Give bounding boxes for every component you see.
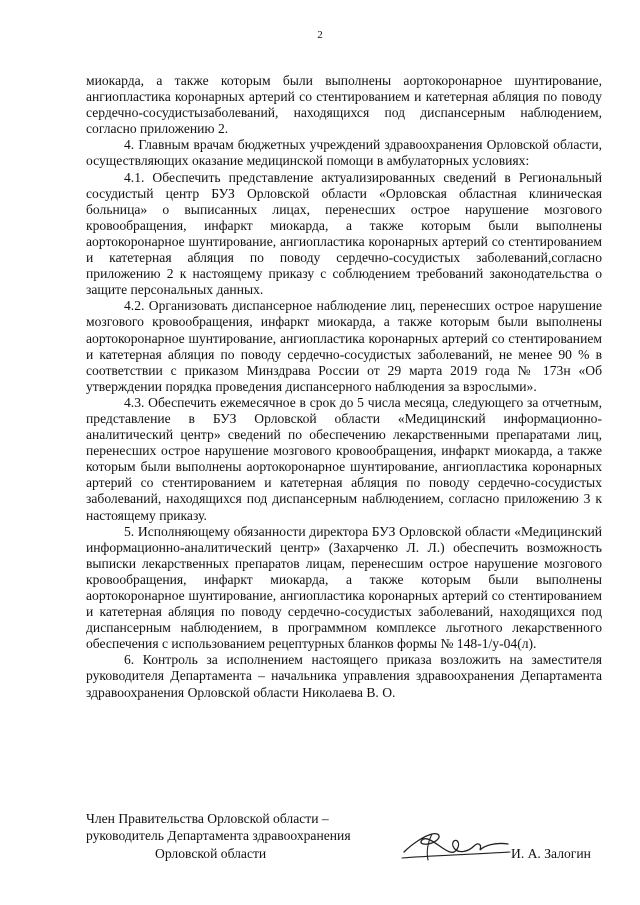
paragraph-item-4: 4. Главным врачам бюджетных учреждений здравоохранения Орловской области, осуществляющих оказание медицинской помощи в амбулаторных условиях: [86,137,602,169]
paragraph-item-5: 5. Исполняющему обязанности директора БУЗ Орловской области «Медицинский информационно-аналитический центр» (Захарченко Л. Л.) обеспечить возможность выписки лекарственных препаратов лицам, перенесшим острое нарушение мозгового кровообращения, инфаркт миокарда, а также которым были выполнены аортокоронарное шунтирование, ангиопластика коронарных артерий со стентированием и катетерная абляция по поводу сердечно-сосудистых заболеваний, находящихся под диспансерным наблюдением, в программном комплексе льготного лекарственного обеспечения с использованием рецептурных бланков формы № 148-1/у-04(л). [86,523,602,652]
signature-block [0,810,640,870]
paragraph-item-4-1: 4.1. Обеспечить представление актуализированных сведений в Региональный сосудистый центр БУЗ Орловской области «Орловская областная клиническая больница» о выписанных лицах, перенесших острое нарушение мозгового кровообращения, инфаркт миокарда, а также которым были выполнены аортокоронарное шунтирование, ангиопластика коронарных артерий со стентированием и катетерная абляция по поводу сердечно-сосудистых заболеваний,согласно приложению 2 к настоящему приказу с соблюдением требований законодательства о защите персональных данных. [86,169,602,298]
paragraph-item-6: 6. Контроль за исполнением настоящего приказа возложить на заместителя руководителя Департамента – начальника управления здравоохранения Департамента здравоохранения Орловской области Николаева В. О. [86,652,602,700]
handwritten-signature [398,822,516,870]
paragraph-continuation: миокарда, а также которым были выполнены аортокоронарное шунтирование, ангиопластика коронарных артерий со стентированием и катетерная абляция по поводу сердечно-сосудистызаболеваний, находящихся под диспансерным наблюдением, согласно приложению 2. [86,73,602,137]
paragraph-item-4-2: 4.2. Организовать диспансерное наблюдение лиц, перенесших острое нарушение мозгового кровообращения, инфаркт миокарда, а также которым были выполнены аортокоронарное шунтирование, ангиопластика коронарных артерий со стентированием и катетерная абляция по поводу сердечно-сосудистых заболеваний, не менее 90 % в соответствии с приказом Минздрава России от 29 марта 2019 года № 173н «Об утверждении порядка проведения диспансерного наблюдения за взрослыми». [86,298,602,394]
signatory-position-line-3: Орловской области [155,846,267,861]
signatory-name: И. А. Залогин [511,846,591,861]
signatory-position-line-1: Член Правительства Орловской области – [86,811,329,826]
signatory-position-line-2: руководитель Департамента здравоохранения [86,828,351,843]
page-number: 2 [317,29,323,41]
document-body [86,73,602,701]
paragraph-item-4-3: 4.3. Обеспечить ежемесячное в срок до 5 числа месяца, следующего за отчетным, представление в БУЗ Орловской области «Медицинский информационно-аналитический центр» сведений по обеспечению лекарственными препаратами лиц, перенесших острое нарушение мозгового кровообращения, инфаркт миокарда, а также которым были выполнены аортокоронарное шунтирование, ангиопластика коронарных артерий со стентированием и катетерная абляция по поводу сердечно-сосудистых заболеваний, находящихся под диспансерным наблюдением, согласно приложению 3 к настоящему приказу. [86,394,602,523]
